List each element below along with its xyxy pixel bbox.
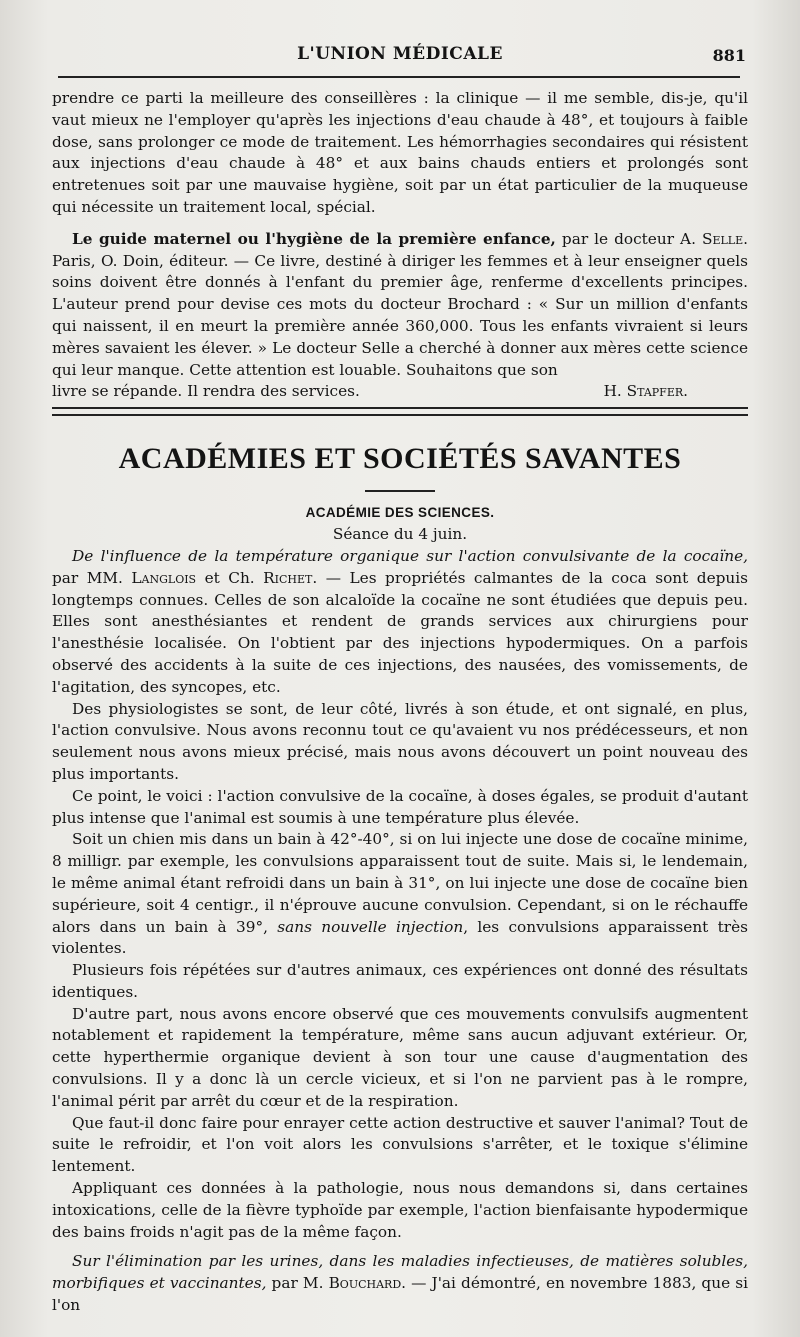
article-paragraph-3: Ce point, le voici : l'action convulsive de la cocaïne, à doses égales, se produit d'autant plus intense que l'animal est soumis à une température plus élevée. <box>52 786 748 827</box>
article-paragraph-6: D'autre part, nous avons encore observé que ces mouvements convulsifs augmentent notablement et rapidement la température, même sans aucun adjuvant extérieur. Or, cette hyperthermie organique devient à son tour une cause d'augmentation des convulsions. Il y a donc là un cercle vicieux, et si l'on ne parvient pas à le rompre, l'animal périt par arrêt du cœur et de la respiration. <box>52 1004 748 1110</box>
review-signature: H. Stapfer. <box>603 382 688 401</box>
review-last-line: livre se répande. Il rendra des services. <box>52 382 360 401</box>
review-author: A. Selle. <box>680 229 748 248</box>
article-paragraph-1 <box>52 546 748 699</box>
session-date: Séance du 4 juin. <box>332 525 468 544</box>
article-paragraph-7: Que faut-il donc faire pour enrayer cette action destructive et sauver l'animal? Tout de suite le refroidir, et l'on voit alors les convulsions s'arrêter, et le toxique s'élimine lentement. <box>52 1113 748 1176</box>
article-paragraph-2: Des physiologistes se sont, de leur côté, livrés à son étude, et ont signalé, en plus, l'action convulsive. Nous avons reconnu tout ce qu'avaient vu nos prédécesseurs, et non seulement nous avons mieux précisé, mais nous avons découvert un point nouveau des plus importants. <box>52 699 748 783</box>
next-article-author: Bouchard. <box>328 1274 407 1293</box>
section-double-rule <box>52 407 748 416</box>
next-article-paragraph <box>52 1251 748 1316</box>
review-body: Paris, O. Doin, éditeur. — Ce livre, destiné à diriger les femmes et à leur enseigner quels soins doivent être donnés à l'enfant du premier âge, renferme d'excellents principes. L'auteur prend pour devise ces mots du docteur Brochard : « Sur un million d'enfants qui naissent, il en meurt la première année 360,000. Tous les enfants vivraient si leurs mères savaient les élever. » Le docteur Selle a cherché à donner aux mères cette science qui leur manque. Cette attention est louable. Souhaitons que son <box>52 251 748 379</box>
running-head <box>52 38 748 74</box>
article-by: par MM. <box>52 568 132 587</box>
journal-title: L'UNION MÉDICALE <box>297 44 503 64</box>
review-signature-line <box>52 381 748 403</box>
article-text-4a: Soit un chien mis dans un bain à 42°-40°, si on lui injecte une dose de cocaïne minime, 8 milligr. par exemple, les convulsions apparaissent tout de suite. Mais si, le lendemain, le même animal étant refroidi dans un bain à 31°, on lui injecte une dose de cocaïne bien supérieure, soit 4 centigr., il n'éprouve aucune convulsion. Cependant, si on le réchauffe alors dans un bain à 39°, <box>52 830 748 936</box>
article-text-1: — Les propriétés calmantes de la coca sont depuis longtemps connues. Celles de son alcaloïde la cocaïne ne sont étudiées que depuis peu. Elles sont anesthésiantes et rendent de grands services aux chirurgiens pour l'anesthésie localisée. On l'obtient par des injections hypodermiques. On a parfois observé des accidents à la suite de ces injections, des nausées, des vomissements, de l'agitation, des syncopes, etc. <box>52 568 749 696</box>
section-title: ACADÉMIES ET SOCIÉTÉS SAVANTES <box>118 442 682 476</box>
article-paragraph-5: Plusieurs fois répétées sur d'autres animaux, ces expériences ont donné des résultats identiques. <box>52 961 748 1001</box>
review-by: par le docteur <box>555 229 681 248</box>
article-text-4b: , les convulsions apparaissent très violentes. <box>52 917 748 958</box>
page-number: 881 <box>712 46 746 65</box>
page-body <box>52 88 748 1317</box>
intro-paragraph: prendre ce parti la meilleure des conseillères : la clinique — il me semble, dis-je, qu'il vaut mieux ne l'employer qu'après les injections d'eau chaude à 48°, et toujours à faible dose, sans prolonger ce mode de traitement. Les hémorrhagies secondaires qui résistent aux injections d'eau chaude à 48° et aux bains chauds entiers et prolongés sont entretenues soit par une mauvaise hygiène, soit par un état particulier de la muqueuse qui nécessite un traitement local, spécial. <box>52 89 748 216</box>
article-author-1: Langlois <box>131 568 197 587</box>
next-article-text: — J'ai démontré, en novembre 1883, que si l'on <box>52 1274 748 1315</box>
article-title: De l'influence de la température organique sur l'action convulsivante de la cocaïne, <box>72 546 748 565</box>
article-paragraph-8: Appliquant ces données à la pathologie, nous nous demandons si, dans certaines intoxications, celle de la fièvre typhoïde par exemple, l'action bienfaisante hypodermique des bains froids n'agit pas de la même façon. <box>52 1179 748 1241</box>
article-author-2: Richet. <box>263 568 318 587</box>
article-text-4-italic: sans nouvelle injection <box>277 917 464 936</box>
header-rule <box>58 76 740 78</box>
next-article-title: Sur l'élimination par les urines, dans les maladies infectieuses, de matières solubles, morbifiques et vaccinantes, <box>52 1252 748 1293</box>
review-title: Le guide maternel ou l'hygiène de la première enfance, <box>72 229 556 248</box>
article-and: et Ch. <box>196 568 264 587</box>
next-article-by: par M. <box>266 1274 329 1293</box>
subsection-title: ACADÉMIE DES SCIENCES. <box>305 505 495 521</box>
review-paragraph <box>52 229 748 382</box>
article-paragraph-4 <box>52 829 748 960</box>
section-short-rule <box>365 490 435 492</box>
